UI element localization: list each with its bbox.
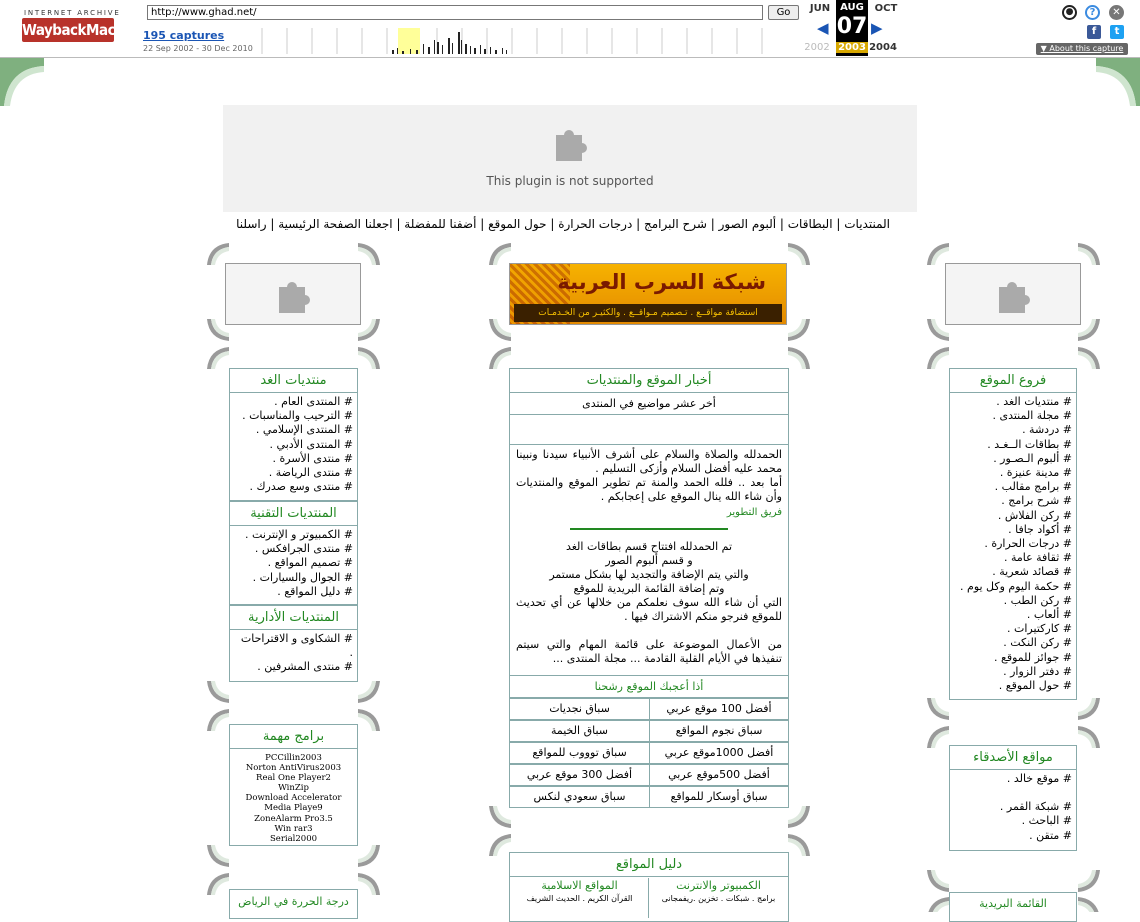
forum-link[interactable]: # منتدى الأسرة . bbox=[272, 451, 353, 465]
program-link[interactable]: WinZip bbox=[278, 783, 309, 794]
branch-link[interactable]: # حول الموقع . bbox=[998, 679, 1072, 693]
programs-box bbox=[229, 724, 358, 846]
branch-link[interactable]: # ركن الطب . bbox=[1003, 593, 1072, 607]
branch-link[interactable]: # دفتر الزوار . bbox=[1003, 664, 1072, 678]
forum-link[interactable]: # المنتدى العام . bbox=[274, 395, 353, 408]
puzzle-piece-icon bbox=[993, 275, 1033, 315]
vote-link[interactable]: سباق الخيمة bbox=[509, 720, 650, 742]
program-link[interactable]: Real One Player2 bbox=[256, 773, 331, 784]
about-capture-link[interactable]: ▼ About this capture bbox=[1036, 43, 1128, 55]
plugin-unsupported-text: This plugin is not supported bbox=[486, 174, 654, 188]
year-current: 2003 bbox=[836, 42, 868, 53]
admin-forums-title: المنتديات الأدارية bbox=[230, 606, 357, 630]
facebook-icon[interactable]: f bbox=[1087, 25, 1101, 39]
nav-temperatures[interactable]: درجات الحرارة bbox=[558, 217, 633, 231]
branch-link[interactable]: # شرح برامج . bbox=[1001, 494, 1072, 508]
divider bbox=[570, 528, 728, 530]
nav-photo-album[interactable]: ألبوم الصور bbox=[718, 217, 777, 231]
vote-link[interactable]: سباق سعودي لنكس bbox=[509, 786, 650, 808]
branch-link[interactable]: # قصائد شعرية . bbox=[992, 565, 1072, 579]
news-paragraph: والتي يتم الإضافة والتجديد لها بشكل مستمر bbox=[549, 568, 749, 581]
help-icon[interactable]: ? bbox=[1085, 5, 1100, 20]
vote-link[interactable]: سباق نجديات bbox=[509, 698, 650, 720]
program-link[interactable]: Download Accelerator bbox=[245, 793, 342, 804]
top-right-curve bbox=[1096, 58, 1140, 106]
prev-capture-arrow-icon[interactable]: ◀ bbox=[817, 19, 829, 37]
temperature-box bbox=[229, 889, 358, 919]
ghad-forums-list bbox=[230, 393, 357, 496]
forum-link[interactable]: # منتدى المشرفين . bbox=[257, 660, 353, 674]
right-plugin-placeholder bbox=[945, 263, 1081, 325]
news-title: أخبار الموقع والمنتديات bbox=[510, 369, 788, 393]
news-paragraph: من الأعمال الموضوعة على قائمة المهام والتي سيتم تنفيذها في الأيام القلية القادمة ... مجلة المنتدى ... bbox=[516, 638, 782, 665]
latest-topics-label[interactable]: أخر عشر مواضيع في المنتدى bbox=[510, 393, 788, 415]
branch-link[interactable]: # حكمة اليوم وكل يوم . bbox=[960, 579, 1072, 593]
month-next[interactable]: OCT bbox=[874, 3, 898, 14]
friend-link[interactable]: # متقن . bbox=[1029, 828, 1072, 842]
vote-link[interactable]: سباق نجوم المواقع bbox=[649, 720, 789, 742]
user-icon[interactable]: ● bbox=[1062, 5, 1077, 20]
year-next[interactable]: 2004 bbox=[869, 42, 897, 53]
forum-link[interactable]: # منتدى وسع صدرك . bbox=[249, 480, 353, 494]
next-capture-arrow-icon[interactable]: ▶ bbox=[871, 19, 883, 37]
forum-link[interactable]: # الترحيب والمناسبات . bbox=[242, 409, 353, 423]
month-current: AUG bbox=[840, 2, 864, 13]
branch-link[interactable]: # دردشة . bbox=[1022, 423, 1072, 437]
friends-sites-list bbox=[950, 770, 1076, 845]
branch-link[interactable]: # درجات الحرارة . bbox=[984, 537, 1072, 551]
mailing-list-title: القائمة البريدية bbox=[979, 897, 1047, 910]
spacer bbox=[954, 786, 1072, 800]
puzzle-piece-icon bbox=[550, 123, 590, 163]
directory-title: دليل المواقع bbox=[510, 853, 788, 877]
nav-forums[interactable]: المنتديات bbox=[844, 217, 890, 231]
directory-category[interactable] bbox=[510, 878, 649, 918]
vote-link[interactable]: سباق أوسكار للمواقع bbox=[649, 786, 789, 808]
branch-link[interactable]: # كاركتيرات . bbox=[1007, 622, 1072, 636]
top-left-curve bbox=[0, 58, 44, 106]
ghad-forums-title: منتديات الغد bbox=[230, 369, 357, 393]
captures-link[interactable]: 195 captures bbox=[143, 29, 225, 42]
nav-set-homepage[interactable]: اجعلنا الصفحة الرئيسية bbox=[278, 217, 393, 231]
branch-link[interactable]: # ثقافة عامة . bbox=[1003, 551, 1072, 565]
branch-link[interactable]: # برامج مقالب . bbox=[994, 480, 1072, 494]
forum-link[interactable]: # تصميم المواقع . bbox=[267, 556, 353, 570]
news-paragraph: الحمدلله والصلاة والسلام على أشرف الأنبياء سيدنا ونبينا محمد عليه أفضل السلام وأزكى التسليم . bbox=[516, 448, 782, 475]
recommend-title: أذا أعجبك الموقع رشحنا bbox=[594, 680, 704, 693]
branch-link[interactable]: # منتديات الغد . bbox=[996, 395, 1072, 408]
branch-link[interactable]: # ركن النكت . bbox=[1003, 636, 1072, 650]
admin-forums-list bbox=[230, 630, 357, 677]
branch-link[interactable]: # مدينة عنيزة . bbox=[999, 466, 1072, 480]
program-link[interactable]: Serial2000 bbox=[269, 833, 318, 844]
branch-link[interactable]: # أكواد جافا . bbox=[1008, 522, 1072, 536]
nav-program-guides[interactable]: شرح البرامج bbox=[643, 217, 707, 231]
admin-forums-box bbox=[229, 605, 358, 682]
program-link[interactable]: Win rar3 bbox=[274, 823, 313, 834]
forum-link[interactable]: # المنتدى الإسلامي . bbox=[255, 423, 353, 437]
close-icon[interactable]: ✕ bbox=[1109, 5, 1124, 20]
banner-subtitle: استضافة مواقــع . تـصميم مـواقــع . والكثيـر من الخـدمـات bbox=[514, 304, 782, 322]
programs-title: برامج مهمة bbox=[230, 725, 357, 749]
url-input[interactable]: http://www.ghad.net/ bbox=[147, 5, 763, 20]
tech-forums-title: المنتديات التقنية bbox=[230, 502, 357, 526]
directory-category-title: الكمبيوتر والانترنت bbox=[676, 879, 761, 892]
forum-link[interactable]: # دليل المواقع . bbox=[277, 584, 353, 598]
flash-plugin-placeholder bbox=[223, 105, 917, 212]
vote-link[interactable]: أفضل 500موقع عربي bbox=[649, 764, 789, 786]
program-link[interactable]: PCCillin2003 bbox=[265, 753, 322, 763]
friend-link[interactable]: # شبكة القمر . bbox=[999, 800, 1072, 814]
forum-link-fragment: . bbox=[349, 646, 353, 660]
forum-link[interactable]: # الجوال والسيارات . bbox=[252, 570, 353, 584]
left-plugin-placeholder bbox=[225, 263, 361, 325]
forum-link[interactable]: # الكمبيوتر و الإنترنت . bbox=[245, 528, 353, 541]
vote-link[interactable]: أفضل 1000موقع عربي bbox=[649, 742, 789, 764]
site-branches-list bbox=[950, 393, 1076, 695]
forum-link[interactable]: # منتدى الرياضة . bbox=[268, 466, 353, 480]
site-banner[interactable] bbox=[509, 263, 787, 325]
program-link[interactable]: Norton AntiVirus2003 bbox=[245, 763, 342, 774]
program-link[interactable]: Media Playe9 bbox=[264, 803, 323, 814]
go-button[interactable]: Go bbox=[768, 5, 799, 20]
news-paragraph: تم الحمدلله افتتاح قسم بطاقات الغد bbox=[565, 540, 733, 553]
news-paragraph: وتم إضافة القائمة البريدية للموقع bbox=[573, 582, 725, 595]
mailing-list-box bbox=[949, 892, 1077, 922]
branch-link[interactable]: # ألعاب . bbox=[1026, 608, 1072, 622]
friend-link[interactable]: # موقع خالد . bbox=[1006, 772, 1072, 785]
directory-category-sub: برامج . شبكات . تخزين .ريفمجانى bbox=[661, 894, 776, 903]
tech-forums-box bbox=[229, 501, 358, 605]
directory-category-sub: القرآن الكريم . الحديث الشريف bbox=[526, 894, 633, 903]
forum-link[interactable]: # منتدى الجرافكس . bbox=[254, 542, 353, 556]
branch-link[interactable]: # ركن الفلاش . bbox=[997, 508, 1072, 522]
vote-link[interactable]: سباق توووب للمواقع bbox=[509, 742, 650, 764]
news-paragraph: التي أن شاء الله سوف نعلمكم من خلالها عن أي تحديث للموقع فنرجو منكم الاشتراك فيها . bbox=[516, 596, 782, 623]
nav-contact[interactable]: راسلنا bbox=[236, 217, 267, 231]
dev-team-signature: فريق التطوير bbox=[726, 507, 782, 518]
news-paragraph: أما بعد .. فلله الحمد والمنة تم تطوير الموقع والمنتديات وأن شاء الله ينال الموقع على إعجابكم . bbox=[516, 476, 782, 503]
branch-link[interactable]: # ألبوم الـصـور . bbox=[993, 451, 1072, 465]
capture-sparkline[interactable] bbox=[240, 28, 800, 54]
nav-add-favorite[interactable]: أضفنا للمفضلة bbox=[404, 217, 477, 231]
month-prev[interactable]: JUN bbox=[809, 3, 831, 14]
banner-title: شبكة السرب العربية bbox=[557, 270, 766, 294]
twitter-icon[interactable]: t bbox=[1110, 25, 1124, 39]
capture-date-range: 22 Sep 2002 - 30 Dec 2010 bbox=[143, 44, 253, 53]
friends-sites-box bbox=[949, 745, 1077, 851]
news-box bbox=[509, 368, 789, 676]
tech-forums-list bbox=[230, 526, 357, 601]
programs-list bbox=[230, 749, 357, 844]
wayback-logo-caption: INTERNET ARCHIVE bbox=[24, 9, 121, 17]
latest-topics-area bbox=[510, 415, 788, 445]
program-link[interactable]: ZoneAlarm Pro3.5 bbox=[254, 813, 333, 824]
friend-link[interactable]: # الباحث . bbox=[1021, 814, 1072, 828]
directory-category[interactable] bbox=[648, 878, 788, 918]
wayback-toolbar bbox=[0, 0, 1140, 58]
forum-link[interactable]: # الشكاوى و الاقتراحات bbox=[240, 632, 353, 645]
year-prev[interactable]: 2002 bbox=[804, 42, 830, 53]
branch-link[interactable]: # بطاقات الــغـد . bbox=[987, 437, 1072, 451]
temperature-title: درجة الحررة في الرياض bbox=[238, 895, 349, 908]
site-branches-title: فروع الموقع bbox=[950, 369, 1076, 393]
top-navigation: المنتديات | البطاقات | ألبوم الصور | شرح البرامج | درجات الحرارة | حول الموقع | أضفنا للمفضلة | اجعلنا الصفحة الرئيسية | راسلنا bbox=[236, 217, 890, 231]
puzzle-piece-icon bbox=[273, 275, 313, 315]
day-current: 07 bbox=[836, 14, 868, 39]
vote-link[interactable]: أفضل 100 موقع عربي bbox=[649, 698, 789, 720]
vote-link[interactable]: أفضل 300 موقع عربي bbox=[509, 764, 650, 786]
nav-about[interactable]: حول الموقع bbox=[488, 217, 547, 231]
site-branches-box bbox=[949, 368, 1077, 700]
friends-sites-title: مواقع الأصدقاء bbox=[950, 746, 1076, 770]
branch-link[interactable]: # جوائز للموقع . bbox=[993, 650, 1072, 664]
branch-link[interactable]: # مجلة المنتدى . bbox=[992, 409, 1072, 423]
forum-link[interactable]: # المنتدى الأدبي . bbox=[269, 437, 353, 451]
wayback-logo[interactable]: WaybackMachine bbox=[22, 18, 114, 42]
nav-cards[interactable]: البطاقات bbox=[787, 217, 833, 231]
directory-category-title: المواقع الاسلامية bbox=[541, 879, 618, 892]
ghad-forums-box bbox=[229, 368, 358, 501]
news-body bbox=[510, 445, 788, 669]
recommend-header bbox=[509, 676, 789, 698]
news-paragraph: و قسم ألبوم الصور bbox=[605, 554, 693, 567]
